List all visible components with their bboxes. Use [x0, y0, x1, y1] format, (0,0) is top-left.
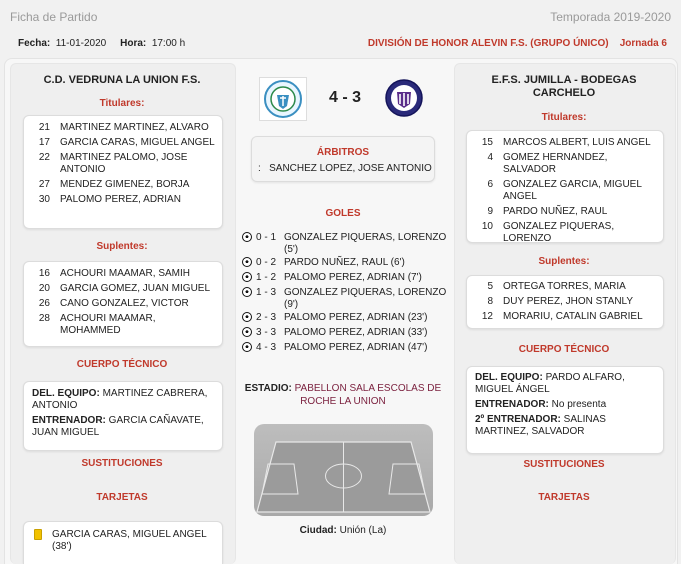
- player-name[interactable]: PARDO NUÑEZ, RAUL: [503, 206, 608, 217]
- goal-score: 4 - 3: [256, 342, 277, 353]
- home-entrenador: GARCIA CAÑAVATE, JUAN MIGUEL: [32, 415, 204, 438]
- fecha-value: 11-01-2020: [55, 38, 107, 49]
- goles-label: GOLES: [325, 208, 361, 219]
- away-titular-row[interactable]: [467, 179, 657, 203]
- match-meta: [18, 38, 185, 49]
- player-name[interactable]: DUY PEREZ, JHON STANLY: [503, 296, 634, 307]
- home-titular-row[interactable]: [24, 194, 216, 206]
- home-crest-icon: [263, 79, 303, 119]
- arbitros-label: ÁRBITROS: [316, 147, 370, 158]
- away-titular-row[interactable]: [467, 152, 657, 176]
- home-staff-box: [23, 381, 223, 451]
- player-number: 27: [38, 179, 50, 190]
- arbitro-prefix: :: [258, 163, 261, 174]
- home-suplente-row[interactable]: [24, 313, 216, 337]
- player-number: 17: [38, 137, 50, 148]
- away-crest-icon: [384, 78, 424, 118]
- home-titulares-label: Titulares:: [99, 98, 145, 109]
- hora-value: 17:00 h: [151, 38, 186, 49]
- estadio-label: ESTADIO:: [244, 383, 292, 394]
- away-crest[interactable]: [382, 77, 426, 119]
- player-name[interactable]: GARCIA GOMEZ, JUAN MIGUEL: [60, 283, 211, 294]
- estadio-info: [242, 382, 444, 408]
- goal-score: 0 - 1: [256, 232, 277, 243]
- division-info: [368, 38, 667, 49]
- soccer-ball-icon: [242, 232, 256, 256]
- goal-scorer[interactable]: PALOMO PEREZ, ADRIAN (47'): [284, 342, 428, 353]
- goal-row: [242, 232, 450, 256]
- away-entrenador2-label: 2º ENTRENADOR:: [475, 414, 561, 425]
- away-entrenador2: SALINAS MARTINEZ, SALVADOR: [475, 414, 606, 437]
- home-team-name[interactable]: C.D. VEDRUNA LA UNION F.S.: [43, 74, 201, 86]
- player-number: 9: [487, 206, 493, 217]
- player-name[interactable]: ACHOURI MAAMAR, MOHAMMED: [60, 313, 156, 336]
- goal-scorer[interactable]: PALOMO PEREZ, ADRIAN (33'): [284, 327, 428, 338]
- stadium-image: [254, 424, 433, 516]
- soccer-ball-icon: [242, 257, 256, 271]
- away-titular-row[interactable]: [467, 137, 657, 149]
- home-sustituciones-label: SUSTITUCIONES: [81, 458, 163, 469]
- player-number: 26: [38, 298, 50, 309]
- away-tarjetas-label: TARJETAS: [538, 492, 590, 503]
- fecha-label: Fecha:: [18, 38, 51, 49]
- player-name[interactable]: GONZALEZ GARCIA, MIGUEL ANGEL: [503, 179, 642, 202]
- home-cuerpo-label: CUERPO TÉCNICO: [76, 359, 168, 370]
- away-titulares-label: Titulares:: [541, 112, 587, 123]
- player-name[interactable]: PALOMO PEREZ, ADRIAN: [60, 194, 181, 205]
- home-titular-row[interactable]: [24, 137, 216, 149]
- score-separator: -: [342, 89, 348, 106]
- away-entrenador-label: ENTRENADOR:: [475, 399, 549, 410]
- estadio-name[interactable]: PABELLON SALA ESCOLAS DE ROCHE LA UNION: [294, 383, 442, 407]
- away-titular-row[interactable]: [467, 206, 657, 218]
- soccer-ball-icon: [242, 287, 256, 311]
- player-number: 21: [38, 122, 50, 133]
- player-name[interactable]: MARCOS ALBERT, LUIS ANGEL: [503, 137, 651, 148]
- goal-scorer[interactable]: GONZALEZ PIQUERAS, LORENZO (5'): [284, 232, 447, 255]
- player-name[interactable]: ORTEGA TORRES, MARIA: [503, 281, 626, 292]
- goal-score: 1 - 2: [256, 272, 277, 283]
- player-number: 5: [487, 281, 493, 292]
- goals-list: [242, 232, 450, 357]
- goal-row: [242, 312, 450, 326]
- away-suplentes-box: [466, 275, 664, 329]
- player-name[interactable]: ACHOURI MAAMAR, SAMIH: [60, 268, 191, 279]
- home-suplente-row[interactable]: [24, 298, 216, 310]
- player-name[interactable]: GONZALEZ PIQUERAS, LORENZO: [503, 221, 615, 244]
- soccer-ball-icon: [242, 342, 256, 356]
- goal-score: 1 - 3: [256, 287, 277, 298]
- home-delegado-label: DEL. EQUIPO:: [32, 388, 100, 399]
- player-name[interactable]: GARCIA CARAS, MIGUEL ANGEL: [60, 137, 215, 148]
- away-delegado-label: DEL. EQUIPO:: [475, 372, 543, 383]
- home-entrenador-label: ENTRENADOR:: [32, 415, 106, 426]
- away-sustituciones-label: SUSTITUCIONES: [523, 459, 605, 470]
- ciudad-info: [242, 525, 444, 536]
- goal-row: [242, 342, 450, 356]
- goal-row: [242, 272, 450, 286]
- player-name[interactable]: MARTINEZ PALOMO, JOSE ANTONIO: [60, 152, 188, 175]
- tarjeta-player[interactable]: GARCIA CARAS, MIGUEL ANGEL: [52, 529, 207, 540]
- home-suplentes-box: [23, 261, 223, 347]
- player-number: 10: [481, 221, 493, 232]
- season-label: Temporada 2019-2020: [550, 10, 671, 24]
- player-number: 16: [38, 268, 50, 279]
- away-team-name[interactable]: E.F.S. JUMILLA - BODEGAS CARCHELO: [491, 74, 637, 99]
- home-suplentes-label: Suplentes:: [96, 241, 148, 252]
- player-number: 8: [487, 296, 493, 307]
- player-number: 15: [481, 137, 493, 148]
- goal-scorer[interactable]: PALOMO PEREZ, ADRIAN (7'): [284, 272, 422, 283]
- soccer-ball-icon: [242, 312, 256, 326]
- away-suplente-row[interactable]: [467, 311, 657, 323]
- home-score: 4: [328, 89, 338, 106]
- player-number: 20: [38, 283, 50, 294]
- goal-score: 2 - 3: [256, 312, 277, 323]
- pitch-icon: [254, 424, 433, 516]
- home-crest[interactable]: [259, 77, 307, 121]
- home-delegado: MARTINEZ CABRERA, ANTONIO: [32, 388, 208, 411]
- scoreboard: [322, 89, 368, 107]
- player-name[interactable]: MORARIU, CATALIN GABRIEL: [503, 311, 643, 322]
- goal-row: [242, 327, 450, 341]
- away-titulares-box: [466, 130, 664, 243]
- home-titulares-box: [23, 115, 223, 229]
- player-number: 12: [481, 311, 493, 322]
- home-tarjetas-box: [23, 521, 223, 564]
- page-title: Ficha de Partido: [10, 10, 98, 24]
- goal-score: 0 - 2: [256, 257, 277, 268]
- away-entrenador: No presenta: [551, 399, 607, 410]
- jornada-label: Jornada 6: [619, 38, 667, 49]
- tarjeta-minute: (38'): [52, 541, 72, 552]
- away-score: 3: [352, 89, 362, 106]
- player-number: 30: [38, 194, 50, 205]
- soccer-ball-icon: [242, 327, 256, 341]
- goal-scorer[interactable]: GONZALEZ PIQUERAS, LORENZO (9'): [284, 287, 447, 310]
- ciudad-name: Unión (La): [339, 525, 387, 536]
- away-suplente-row[interactable]: [467, 296, 657, 308]
- away-delegado: PARDO ALFARO, MIGUEL ÁNGEL: [475, 372, 625, 395]
- player-number: 28: [38, 313, 50, 324]
- goal-score: 3 - 3: [256, 327, 277, 338]
- arbitros-box: [251, 136, 435, 182]
- player-number: 6: [487, 179, 493, 190]
- away-staff-box: [466, 366, 664, 454]
- player-name[interactable]: MARTINEZ MARTINEZ, ALVARO: [60, 122, 209, 133]
- home-titular-row[interactable]: [24, 179, 216, 191]
- soccer-ball-icon: [242, 272, 256, 286]
- hora-label: Hora:: [120, 38, 147, 49]
- ciudad-label: Ciudad:: [299, 525, 337, 536]
- home-suplente-row[interactable]: [24, 283, 216, 295]
- home-titular-row[interactable]: [24, 122, 216, 134]
- goal-row: [242, 287, 450, 311]
- player-name[interactable]: CANO GONZALEZ, VICTOR: [60, 298, 189, 309]
- player-number: 4: [487, 152, 493, 163]
- away-titular-row[interactable]: [467, 221, 657, 245]
- goal-row: [242, 257, 450, 271]
- goal-scorer[interactable]: PARDO NUÑEZ, RAUL (6'): [284, 257, 405, 268]
- home-tarjetas-label: TARJETAS: [96, 492, 148, 503]
- away-suplentes-label: Suplentes:: [538, 256, 590, 267]
- home-suplente-row[interactable]: [24, 268, 216, 280]
- yellow-card-icon: [34, 529, 42, 540]
- away-suplente-row[interactable]: [467, 281, 657, 293]
- goal-scorer[interactable]: PALOMO PEREZ, ADRIAN (23'): [284, 312, 428, 323]
- home-titular-row[interactable]: [24, 152, 216, 176]
- player-name[interactable]: GOMEZ HERNANDEZ, SALVADOR: [503, 152, 608, 175]
- player-number: 22: [38, 152, 50, 163]
- away-cuerpo-label: CUERPO TÉCNICO: [518, 344, 610, 355]
- arbitro-name: SANCHEZ LOPEZ, JOSE ANTONIO: [269, 163, 432, 174]
- division-link[interactable]: DIVISIÓN DE HONOR ALEVIN F.S. (GRUPO ÚNICO): [367, 38, 609, 49]
- player-name[interactable]: MENDEZ GIMENEZ, BORJA: [60, 179, 190, 190]
